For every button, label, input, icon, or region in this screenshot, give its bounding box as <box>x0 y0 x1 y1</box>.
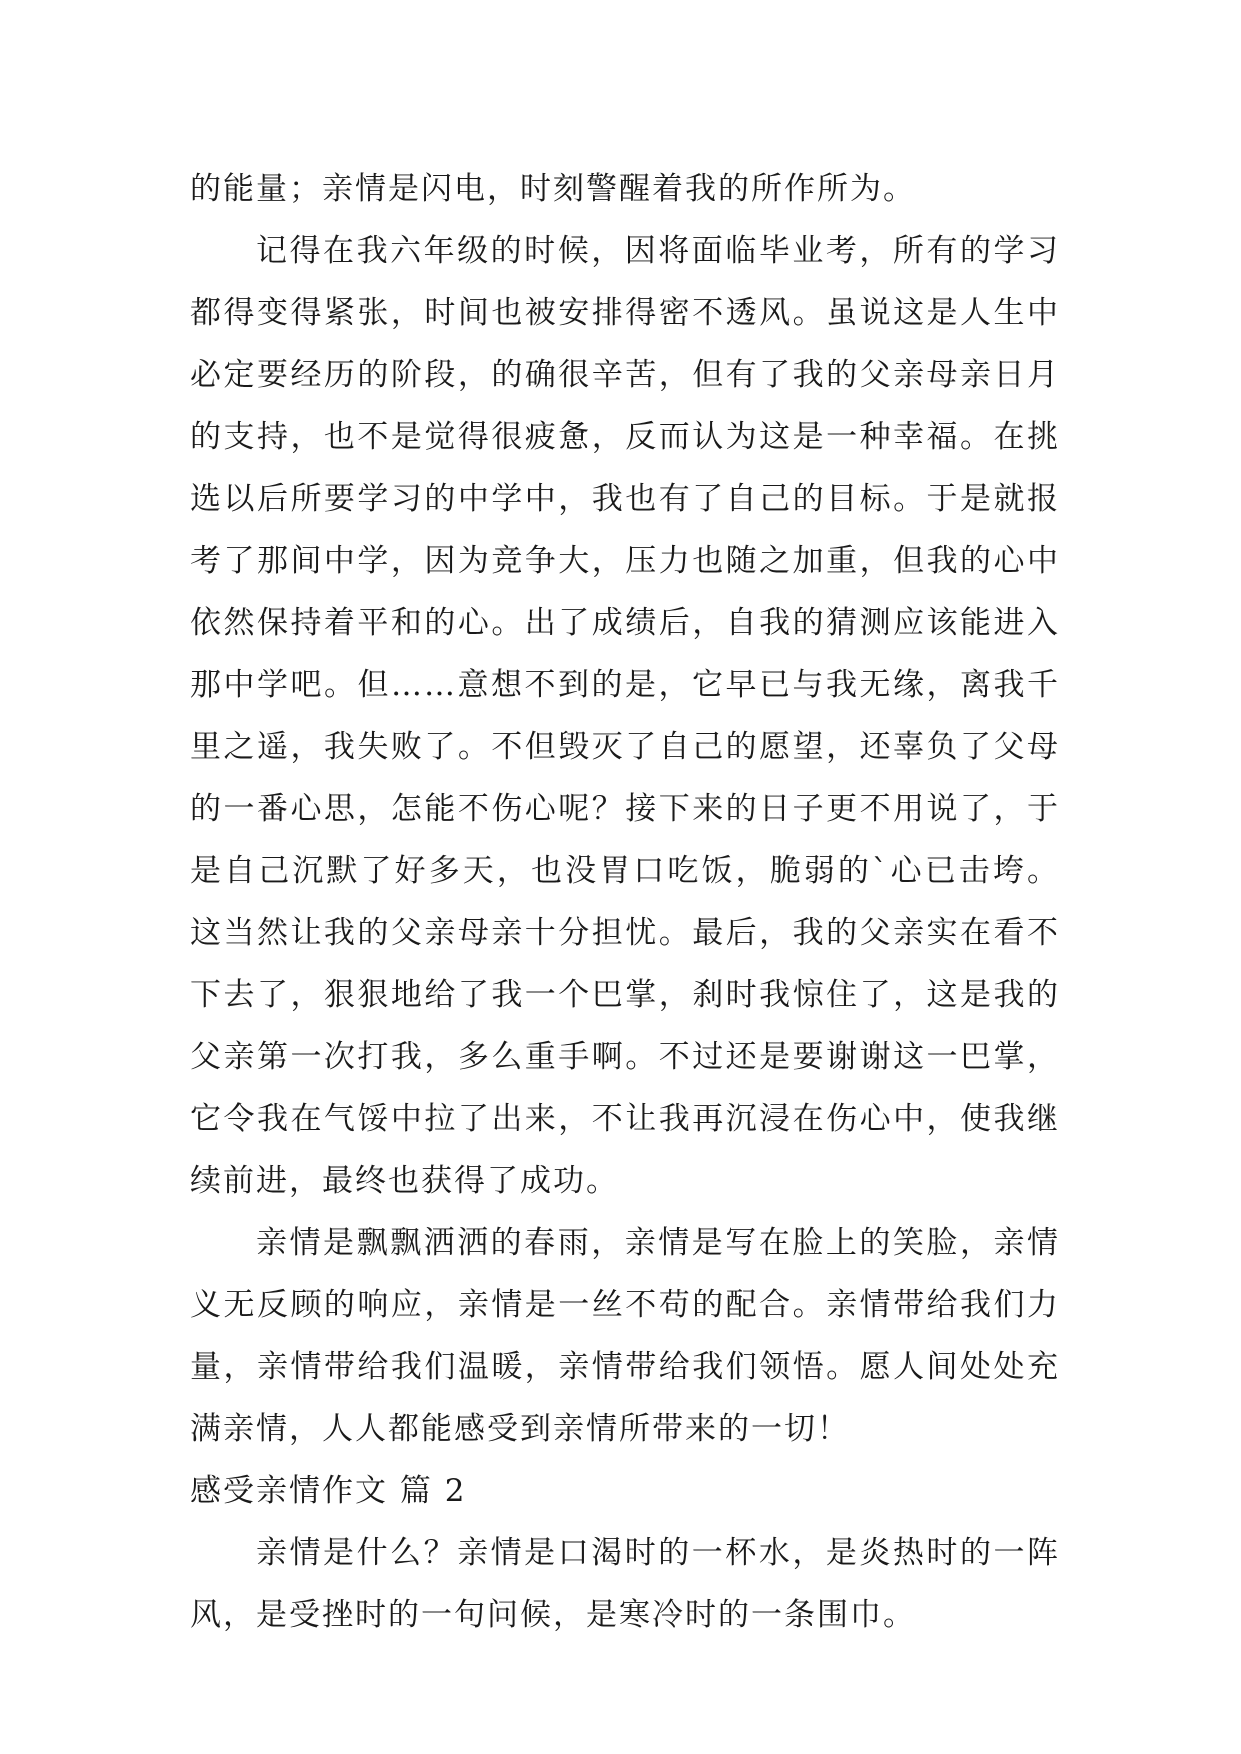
paragraph-sixth-grade-story: 记得在我六年级的时候，因将面临毕业考，所有的学习都得变得紧张，时间也被安排得密不透风。虽说这是人生中必定要经历的阶段，的确很辛苦，但有了我的父亲母亲日月的支持，也不是觉得很疲惫，反而认为这是一种幸福。在挑选以后所要学习的中学中，我也有了自己的目标。于是就报考了那间中学，因为竞争大，压力也随之加重，但我的心中依然保持着平和的心。出了成绩后，自我的猜测应该能进入那中学吧。但……意想不到的是，它早已与我无缘，离我千里之遥，我失败了。不但毁灭了自己的愿望，还辜负了父母的一番心思，怎能不伤心呢？接下来的日子更不用说了，于是自己沉默了好多天，也没胃口吃饭，脆弱的`心已击垮。这当然让我的父亲母亲十分担忧。最后，我的父亲实在看不下去了，狠狠地给了我一个巴掌，刹时我惊住了，这是我的父亲第一次打我，多么重手啊。不过还是要谢谢这一巴掌，它令我在气馁中拉了出来，不让我再沉浸在伤心中，使我继续前进，最终也获得了成功。 <box>190 233 1060 1199</box>
document-body <box>190 158 1060 1646</box>
paragraph-what-is-family-love: 亲情是什么？亲情是口渴时的一杯水，是炎热时的一阵风，是受挫时的一句问候，是寒冷时的一条围巾。 <box>190 1535 1060 1633</box>
section-heading: 感受亲情作文 篇 2 <box>190 1473 467 1509</box>
paragraph-family-love-summary: 亲情是飘飘洒洒的春雨，亲情是写在脸上的笑脸，亲情义无反顾的响应，亲情是一丝不苟的配合。亲情带给我们力量，亲情带给我们温暖，亲情带给我们领悟。愿人间处处充满亲情，人人都能感受到亲情所带来的一切！ <box>190 1225 1060 1447</box>
paragraph-continuation: 的能量；亲情是闪电，时刻警醒着我的所作所为。 <box>190 171 916 207</box>
